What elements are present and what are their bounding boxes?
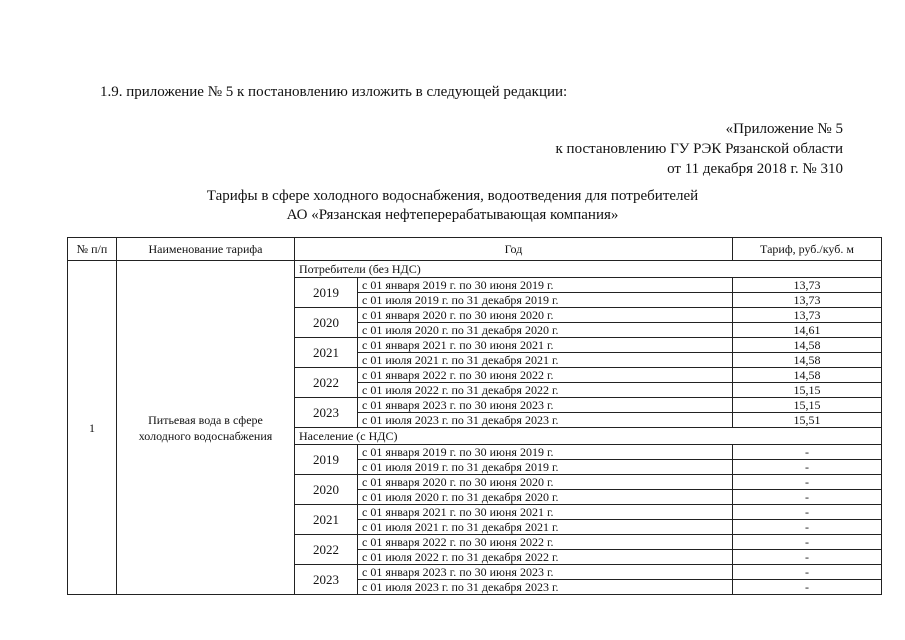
- tariff-value-cell: 13,73: [733, 308, 882, 323]
- appendix-line-3: от 11 декабря 2018 г. № 310: [667, 161, 843, 177]
- tariff-value-cell: 14,58: [733, 338, 882, 353]
- period-cell: с 01 января 2023 г. по 30 июня 2023 г.: [358, 565, 733, 580]
- period-cell: с 01 июля 2022 г. по 31 декабря 2022 г.: [358, 550, 733, 565]
- appendix-header: [556, 119, 843, 179]
- tariff-value-cell: 14,61: [733, 323, 882, 338]
- year-cell: 2021: [295, 505, 358, 535]
- tariff-value-cell: 14,58: [733, 368, 882, 383]
- year-cell: 2022: [295, 368, 358, 398]
- tariff-value-cell: 13,73: [733, 293, 882, 308]
- period-cell: с 01 января 2021 г. по 30 июня 2021 г.: [358, 505, 733, 520]
- period-cell: с 01 июля 2021 г. по 31 декабря 2021 г.: [358, 353, 733, 368]
- period-cell: с 01 июля 2020 г. по 31 декабря 2020 г.: [358, 490, 733, 505]
- group-row: [68, 261, 882, 278]
- tariff-value-cell: -: [733, 520, 882, 535]
- appendix-line-2: к постановлению ГУ РЭК Рязанской области: [555, 141, 843, 157]
- tariff-value-cell: -: [733, 475, 882, 490]
- period-cell: с 01 января 2019 г. по 30 июня 2019 г.: [358, 278, 733, 293]
- tariff-value-cell: -: [733, 445, 882, 460]
- period-cell: с 01 июля 2022 г. по 31 декабря 2022 г.: [358, 383, 733, 398]
- year-cell: 2020: [295, 475, 358, 505]
- year-cell: 2021: [295, 338, 358, 368]
- tariff-value-cell: 14,58: [733, 353, 882, 368]
- period-cell: с 01 января 2020 г. по 30 июня 2020 г.: [358, 475, 733, 490]
- tariff-value-cell: -: [733, 460, 882, 475]
- period-cell: с 01 января 2022 г. по 30 июня 2022 г.: [358, 535, 733, 550]
- period-cell: с 01 января 2022 г. по 30 июня 2022 г.: [358, 368, 733, 383]
- tariff-value-cell: -: [733, 535, 882, 550]
- appendix-line-1: «Приложение № 5: [725, 121, 843, 137]
- tariff-value-cell: 15,15: [733, 398, 882, 413]
- table-header-row: [68, 238, 882, 261]
- period-cell: с 01 июля 2023 г. по 31 декабря 2023 г.: [358, 413, 733, 428]
- tariff-value-cell: 15,15: [733, 383, 882, 398]
- tariff-value-cell: -: [733, 505, 882, 520]
- period-cell: с 01 января 2020 г. по 30 июня 2020 г.: [358, 308, 733, 323]
- period-cell: с 01 июля 2020 г. по 31 декабря 2020 г.: [358, 323, 733, 338]
- tariff-value-cell: -: [733, 550, 882, 565]
- tariff-value-cell: 15,51: [733, 413, 882, 428]
- tariff-table: [67, 237, 882, 595]
- year-cell: 2020: [295, 308, 358, 338]
- group-label: Потребители (без НДС): [295, 261, 882, 278]
- year-cell: 2019: [295, 278, 358, 308]
- tariff-value-cell: -: [733, 580, 882, 595]
- period-cell: с 01 января 2021 г. по 30 июня 2021 г.: [358, 338, 733, 353]
- year-cell: 2022: [295, 535, 358, 565]
- row-number: 1: [68, 261, 117, 595]
- table-body: [68, 261, 882, 595]
- document-title: [0, 187, 905, 225]
- tariff-value-cell: 13,73: [733, 278, 882, 293]
- intro-paragraph: 1.9. приложение № 5 к постановлению изложить в следующей редакции:: [100, 84, 568, 100]
- year-cell: 2023: [295, 398, 358, 428]
- period-cell: с 01 июля 2023 г. по 31 декабря 2023 г.: [358, 580, 733, 595]
- group-label: Население (с НДС): [295, 428, 882, 445]
- tariff-name: Питьевая вода в сфере холодного водоснабжения: [117, 261, 295, 595]
- header-num: № п/п: [68, 238, 117, 261]
- year-cell: 2023: [295, 565, 358, 595]
- period-cell: с 01 июля 2021 г. по 31 декабря 2021 г.: [358, 520, 733, 535]
- period-cell: с 01 января 2023 г. по 30 июня 2023 г.: [358, 398, 733, 413]
- year-cell: 2019: [295, 445, 358, 475]
- header-year: Год: [295, 238, 733, 261]
- header-tariff: Тариф, руб./куб. м: [733, 238, 882, 261]
- period-cell: с 01 июля 2019 г. по 31 декабря 2019 г.: [358, 460, 733, 475]
- tariff-value-cell: -: [733, 565, 882, 580]
- header-name: Наименование тарифа: [117, 238, 295, 261]
- period-cell: с 01 июля 2019 г. по 31 декабря 2019 г.: [358, 293, 733, 308]
- tariff-value-cell: -: [733, 490, 882, 505]
- title-line-1: Тарифы в сфере холодного водоснабжения, водоотведения для потребителей: [206, 188, 699, 204]
- period-cell: с 01 января 2019 г. по 30 июня 2019 г.: [358, 445, 733, 460]
- title-line-2: АО «Рязанская нефтеперерабатывающая компания»: [286, 207, 619, 223]
